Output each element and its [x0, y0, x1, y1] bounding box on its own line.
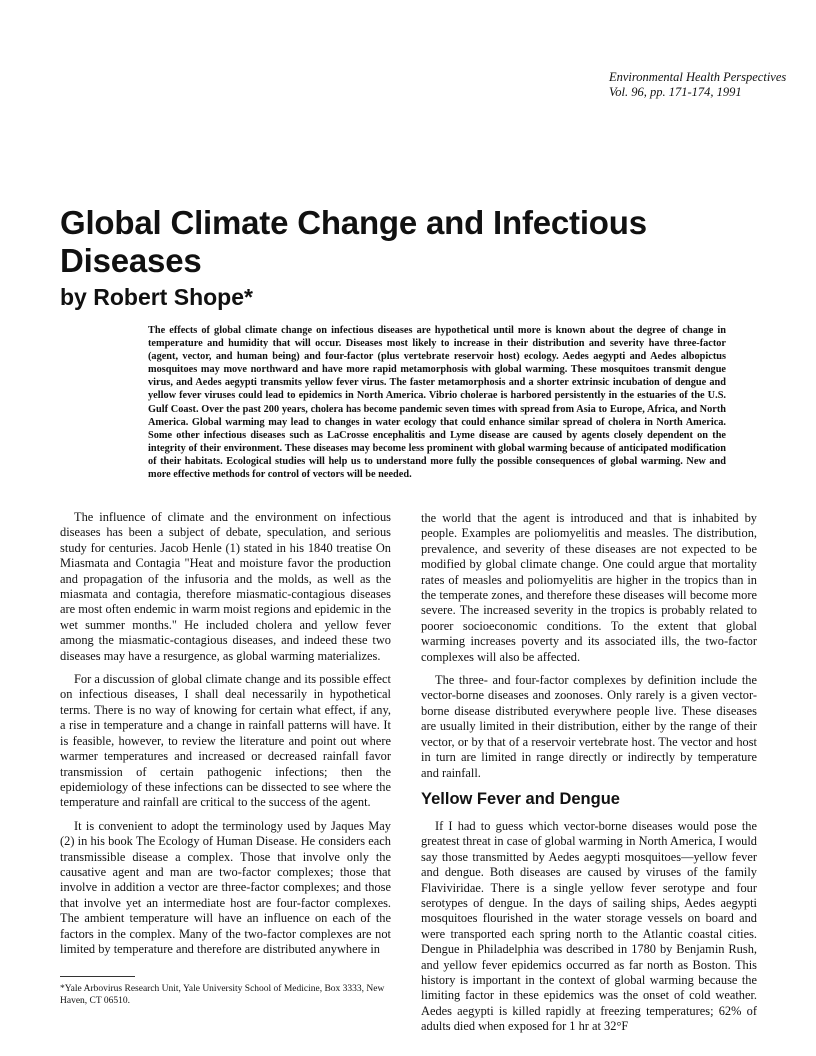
- journal-header: [609, 70, 809, 100]
- abstract: The effects of global climate change on infectious diseases are hypothetical until more is known about the degree of change in temperature and humidity that will occur. Diseases most likely to increase in their distribution and severity have three-factor (agent, vector, and human being) and four-factor (plus vertebrate reservoir host) ecology. Aedes aegypti and Aedes albopictus mosquitoes may move northward and have more rapid metamorphosis with global warming. These mosquitoes transmit dengue virus, and Aedes aegypti transmits yellow fever virus. The faster metamorphosis and a shorter extrinsic incubation of dengue and yellow fever viruses could lead to epidemics in North America. Vibrio cholerae is harbored persistently in the estuaries of the U.S. Gulf Coast. Over the past 200 years, cholera has become pandemic seven times with spread from Asia to Europe, Africa, and North America. Global warming may lead to changes in water ecology that could enhance similar spread of cholera in North America. Some other infectious diseases such as LaCrosse encephalitis and Lyme disease are caused by agents closely dependent on the integrity of their environment. These diseases may become less prominent with global warming because of anticipated modification of their habitats. Ecological studies will help us to understand more fully the possible consequences of global warming. New and more effective methods for control of vectors will be needed.: [148, 325, 726, 481]
- body-paragraph: The three- and four-factor complexes by definition include the vector-borne diseases and zoonoses. Only rarely is a given vector-borne disease distributed everywhere people live. These diseases are usually limited in their distribution, either by the range of their vector, or by that of a reservoir vertebrate host. The vector and host in turn are limited in range directly or indirectly by temperature and rainfall.: [421, 673, 757, 780]
- author-affiliation-footnote: *Yale Arbovirus Research Unit, Yale University School of Medicine, Box 3333, New Haven, CT 06510.: [60, 984, 385, 1006]
- right-column: [421, 511, 757, 1043]
- section-heading: Yellow Fever and Dengue: [421, 789, 620, 808]
- body-paragraph: For a discussion of global climate change and its possible effect on infectious diseases, I shall deal necessarily in hypothetical terms. There is no way of knowing for certain what effect, if any, a rise in temperature and a change in rainfall patterns will have. It is feasible, however, to review the literature and point out where warmer temperatures and increased or decreased rainfall favor transmission of certain pathogenic infections; then the epidemiology of these infections can be dissected to see where the temperature and rainfall are critical to the success of the agent.: [60, 672, 391, 810]
- article-title: Global Climate Change and Infectious Diseases: [60, 204, 647, 279]
- body-paragraph: the world that the agent is introduced and that is inhabited by people. Examples are poliomyelitis and measles. The distribution, prevalence, and severity of these diseases are not expected to be modified by global climate change. One could argue that mortality rates of measles and poliomyelitis are higher in the tropics than in the temperate zones, and therefore these diseases will become more severe. The increased severity in the tropics is probably related to poorer socioeconomic conditions. To the extent that global warming increases poverty and its associated ills, the two-factor complexes will also be affected.: [421, 511, 757, 664]
- body-paragraph: The influence of climate and the environment on infectious diseases has been a subject of debate, speculation, and serious study for centuries. Jacob Henle (1) stated in his 1840 treatise On Miasmata and Contagia "Heat and moisture favor the production and propagation of the infusoria and the molds, as well as the miasmata and contagia, therefore miasmatic-contagious diseases are most often endemic in warm moist regions and epidemic in the wet summer months." He included cholera and yellow fever among the miasmatic-contagious diseases, and indeed these two diseases may have a resurgence, as global warming materializes.: [60, 510, 391, 663]
- left-column: [60, 510, 391, 965]
- journal-citation: Vol. 96, pp. 171-174, 1991: [609, 85, 742, 99]
- footnote-divider: [60, 976, 135, 977]
- author-byline: by Robert Shope*: [60, 284, 253, 310]
- journal-name: Environmental Health Perspectives: [609, 70, 787, 84]
- body-paragraph: If I had to guess which vector-borne diseases would pose the greatest threat in case of global warming in North America, I would say those transmitted by Aedes aegypti mosquitoes—yellow fever and dengue. Both diseases are caused by viruses of the family Flaviviridae. There is a single yellow fever serotype and four serotypes of dengue. In the days of sailing ships, Aedes aegypti mosquitoes flourished in the water storage vessels on board and were transported each spring north to the Atlantic coastal cities. Dengue in Philadelphia was described in 1780 by Benjamin Rush, and yellow fever epidemics occurred as far north as Boston. This history is important in the context of global warming because the limiting factor in these epidemics was the onset of cold weather. Aedes aegypti is killed rapidly at freezing temperatures; 62% of adults died when exposed for 1 hr at 32°F: [421, 818, 757, 1034]
- body-paragraph: It is convenient to adopt the terminology used by Jaques May (2) in his book The Ecology of Human Disease. He considers each transmissible disease a complex. Those that involve only the causative agent and man are two-factor complexes; those that involve in addition a vector are three-factor complexes; and those that involve yet an intermediate host are four-factor complexes. The ambient temperature will have an influence on each of the factors in the complex. Many of the two-factor complexes are not limited by temperature and therefore are distributed anywhere in: [60, 818, 391, 956]
